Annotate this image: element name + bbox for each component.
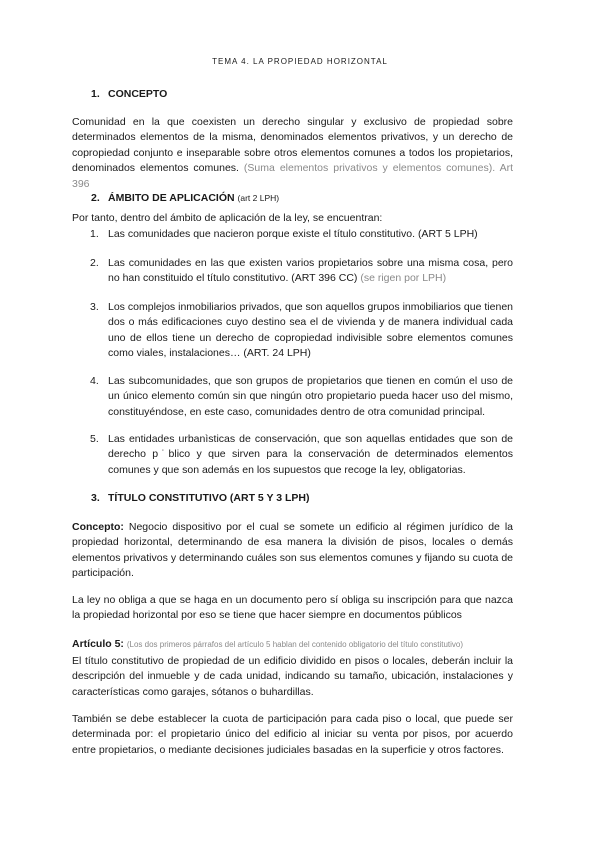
articulo-5-text: El título constitutivo de propiedad de un edificio dividido en pisos o locales, deberán incluir la descripción del inmueble y de cada unidad, indicando su tamaño, ubicación, instalaciones y características como garajes, sótanos o buhardillas. [72,655,513,698]
list-item [90,227,513,242]
list-item-number: 3. [90,301,99,313]
ambito-intro: Por tanto, dentro del ámbito de aplicación de la ley, se encuentran: [72,212,383,224]
list-item [90,374,513,420]
concepto-paragraph [72,115,513,192]
section-1-number: 1. [91,88,100,100]
list-item-note: (se rigen por LPH) [360,272,447,285]
concepto-note: (Suma elementos privativos y elementos comunes). Art 396 [72,162,513,190]
list-item-number: 5. [90,433,99,445]
concepto-label: Concepto: [72,521,124,533]
list-item-text [108,374,513,420]
list-item-text [108,227,513,242]
cuota-paragraph: También se debe establecer la cuota de participación para cada piso o local, que puede ser determinada por: el propietario único del edificio al iniciar su venta por pisos, por acuerdo entre propietarios, o mediante decisiones judiciales basadas en la superficie y otros factores. [72,713,513,756]
section-2-heading [91,192,279,204]
articulo-5-note: (Los dos primeros párrafos del artículo 5 hablan del contenido obligatorio del título constitutivo) [126,640,464,649]
articulo-5-paragraph [72,637,513,652]
list-item-text [108,300,513,362]
concepto-text: Comunidad en la que coexisten un derecho singular y exclusivo de propiedad sobre determinados elementos de la misma, denominados elementos privativos, y un derecho de copropiedad conjunto e inseparable sobre otros elementos comunes a todos los propietarios, denominados elementos comunes. [72,116,513,175]
list-item-text [108,432,513,478]
list-item-body: Las subcomunidades, que son grupos de propietarios que tienen en común el uso de un único elemento común sin que ningún otro propietario pueda hacer uso del mismo, constituyéndose, en este caso, comunidades dentro de otra comunidad principal. [108,375,513,418]
list-item-body: Las comunidades que nacieron porque existe el título constitutivo. (ART 5 LPH) [108,228,478,240]
articulo-5-label: Artículo 5: [72,638,124,650]
section-1-heading [91,88,167,100]
section-3-number: 3. [91,492,100,504]
list-item [90,300,513,362]
list-item [90,432,513,478]
list-item [90,256,513,287]
titulo-concepto-text: Negocio dispositivo por el cual se somete un edificio al régimen jurídico de la propiedad horizontal, determinando de esa manera la división de pisos, locales o demás elementos privativos y determinando cuáles son sus elementos comunes y fijando su cuota de participación. [72,521,513,580]
list-item-text [108,256,513,287]
ley-paragraph: La ley no obliga a que se haga en un documento pero sí obliga su inscripción para que nazca la propiedad horizontal por eso se tiene que hacer siempre en documentos públicos [72,594,513,622]
section-2-reference: (art 2 LPH) [237,193,280,203]
list-item-body: Las comunidades en las que existen varios propietarios sobre una misma cosa, pero no han constituido el título constitutivo. (ART 396 CC) [108,257,513,285]
list-item-body: Los complejos inmobiliarios privados, que son aquellos grupos inmobiliarios que tienen dos o más edificaciones cuyo destino sea el de vivienda y de manera individual cada uno de ellos tiene un derecho de copropiedad indivisible sobre elementos comunes como viales, instalaciones… (ART. 24 LPH) [108,301,513,360]
section-1-title: CONCEPTO [108,88,168,100]
list-item-number: 4. [90,375,99,387]
list-item-number: 2. [90,257,99,269]
section-3-heading [91,492,309,504]
list-item-body: Las entidades urbanìsticas de conservación, que son aquellas entidades que son de derecho p˙blico y que sirven para la conservación de determinados elementos comunes y que son además en los supuestos que recoge la ley, obligatorias. [108,433,513,476]
document-title: TEMA 4. LA PROPIEDAD HORIZONTAL [212,57,388,66]
section-2-title: ÁMBITO DE APLICACIÓN [108,192,235,204]
section-2-number: 2. [91,192,100,204]
list-item-number: 1. [90,228,99,240]
section-3-title: TÍTULO CONSTITUTIVO (ART 5 Y 3 LPH) [108,492,310,504]
titulo-concepto-paragraph [72,520,513,582]
